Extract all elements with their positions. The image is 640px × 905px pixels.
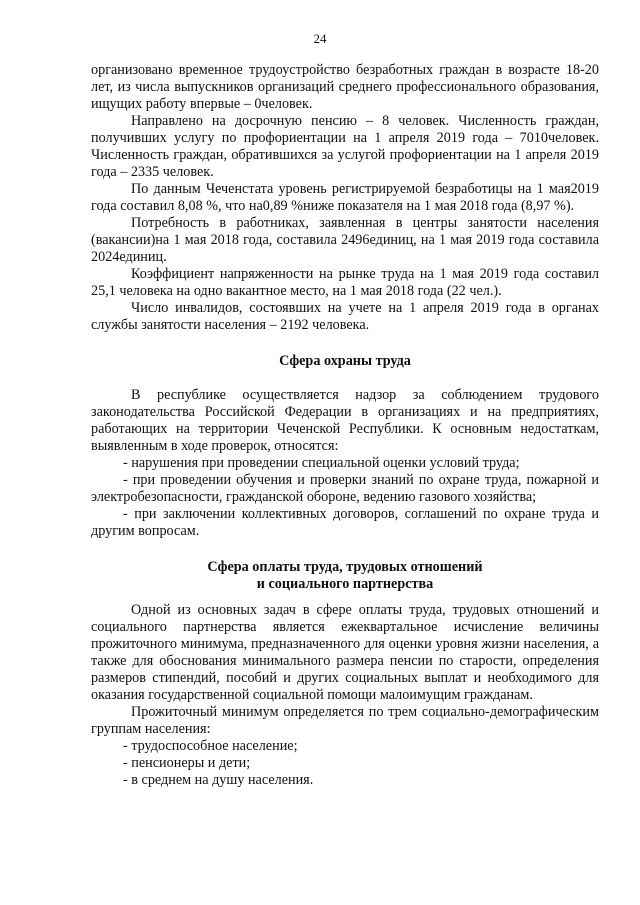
paragraph-supervision: В республике осуществляется надзор за соблюдением трудового законодательства Российской Федерации в организациях и на предприятиях, работающих на территории Чеченской Республики. К основным недостаткам, выявленным в ходе проверок, относятся: — [91, 387, 599, 454]
section-heading-wages-line2: и социального партнерства — [256, 576, 434, 592]
list-item: - при проведении обучения и проверки знаний по охране труда, пожарной и электробезопасности, гражданской обороне, ведению газового хозяйства; — [91, 472, 599, 505]
paragraph-demographic-groups: Прожиточный минимум определяется по трем социально-демографическим группам населения: — [91, 704, 599, 737]
list-item: - при заключении коллективных договоров, соглашений по охране труда и другим вопросам. — [91, 506, 599, 539]
list-item: - в среднем на душу населения. — [123, 772, 314, 788]
paragraph-subsistence-minimum: Одной из основных задач в сфере оплаты труда, трудовых отношений и социального партнерства является ежеквартальное исчисление величины прожиточного минимума, предназначенного для оценки уровня жизни населения, а также для обоснования минимального размера пенсии по старости, определения размеров стипендий, пособий и других социальных выплат и необходимого для оказания государственной социальной помощи малоимущим гражданам. — [91, 602, 599, 703]
paragraph-tension-coefficient: Коэффициент напряженности на рынке труда на 1 мая 2019 года составил 25,1 человека на одно вакантное место, на 1 мая 2018 года (22 чел.). — [91, 266, 599, 299]
page-number: 24 — [313, 31, 327, 46]
list-item: - нарушения при проведении специальной оценки условий труда; — [123, 455, 520, 471]
list-item: - пенсионеры и дети; — [123, 755, 251, 771]
page-body — [91, 62, 599, 789]
list-item: - трудоспособное население; — [123, 738, 298, 754]
paragraph-disabled-registered: Число инвалидов, состоявших на учете на 1 апреля 2019 года в органах службы занятости населения – 2192 человека. — [91, 300, 599, 333]
paragraph-employment-youth: организовано временное трудоустройство безработных граждан в возрасте 18-20 лет, из числа выпускников организаций среднего профессионального образования, ищущих работу впервые – 0человек. — [91, 62, 599, 112]
paragraph-early-pension: Направлено на досрочную пенсию – 8 человек. Численность граждан, получивших услугу по профориентации на 1 апреля 2019 года – 7010человек. Численность граждан, обратившихся за услугой профориентации на 1 апреля 2019 года – 2335 человек. — [91, 113, 599, 180]
section-heading-wages: Сфера оплаты труда, трудовых отношений — [207, 559, 483, 575]
paragraph-unemployment-rate: По данным Чеченстата уровень регистрируемой безработицы на 1 мая2019 года составил 8,08 %, что на0,89 %ниже показателя на 1 мая 2018 года (8,97 %). — [91, 181, 599, 214]
paragraph-vacancies: Потребность в работниках, заявленная в центры занятости населения (вакансии)на 1 мая 2018 года, составила 2496единиц, на 1 мая 2019 года составила 2024единиц. — [91, 215, 599, 265]
section-heading-labor-protection: Сфера охраны труда — [279, 353, 411, 369]
